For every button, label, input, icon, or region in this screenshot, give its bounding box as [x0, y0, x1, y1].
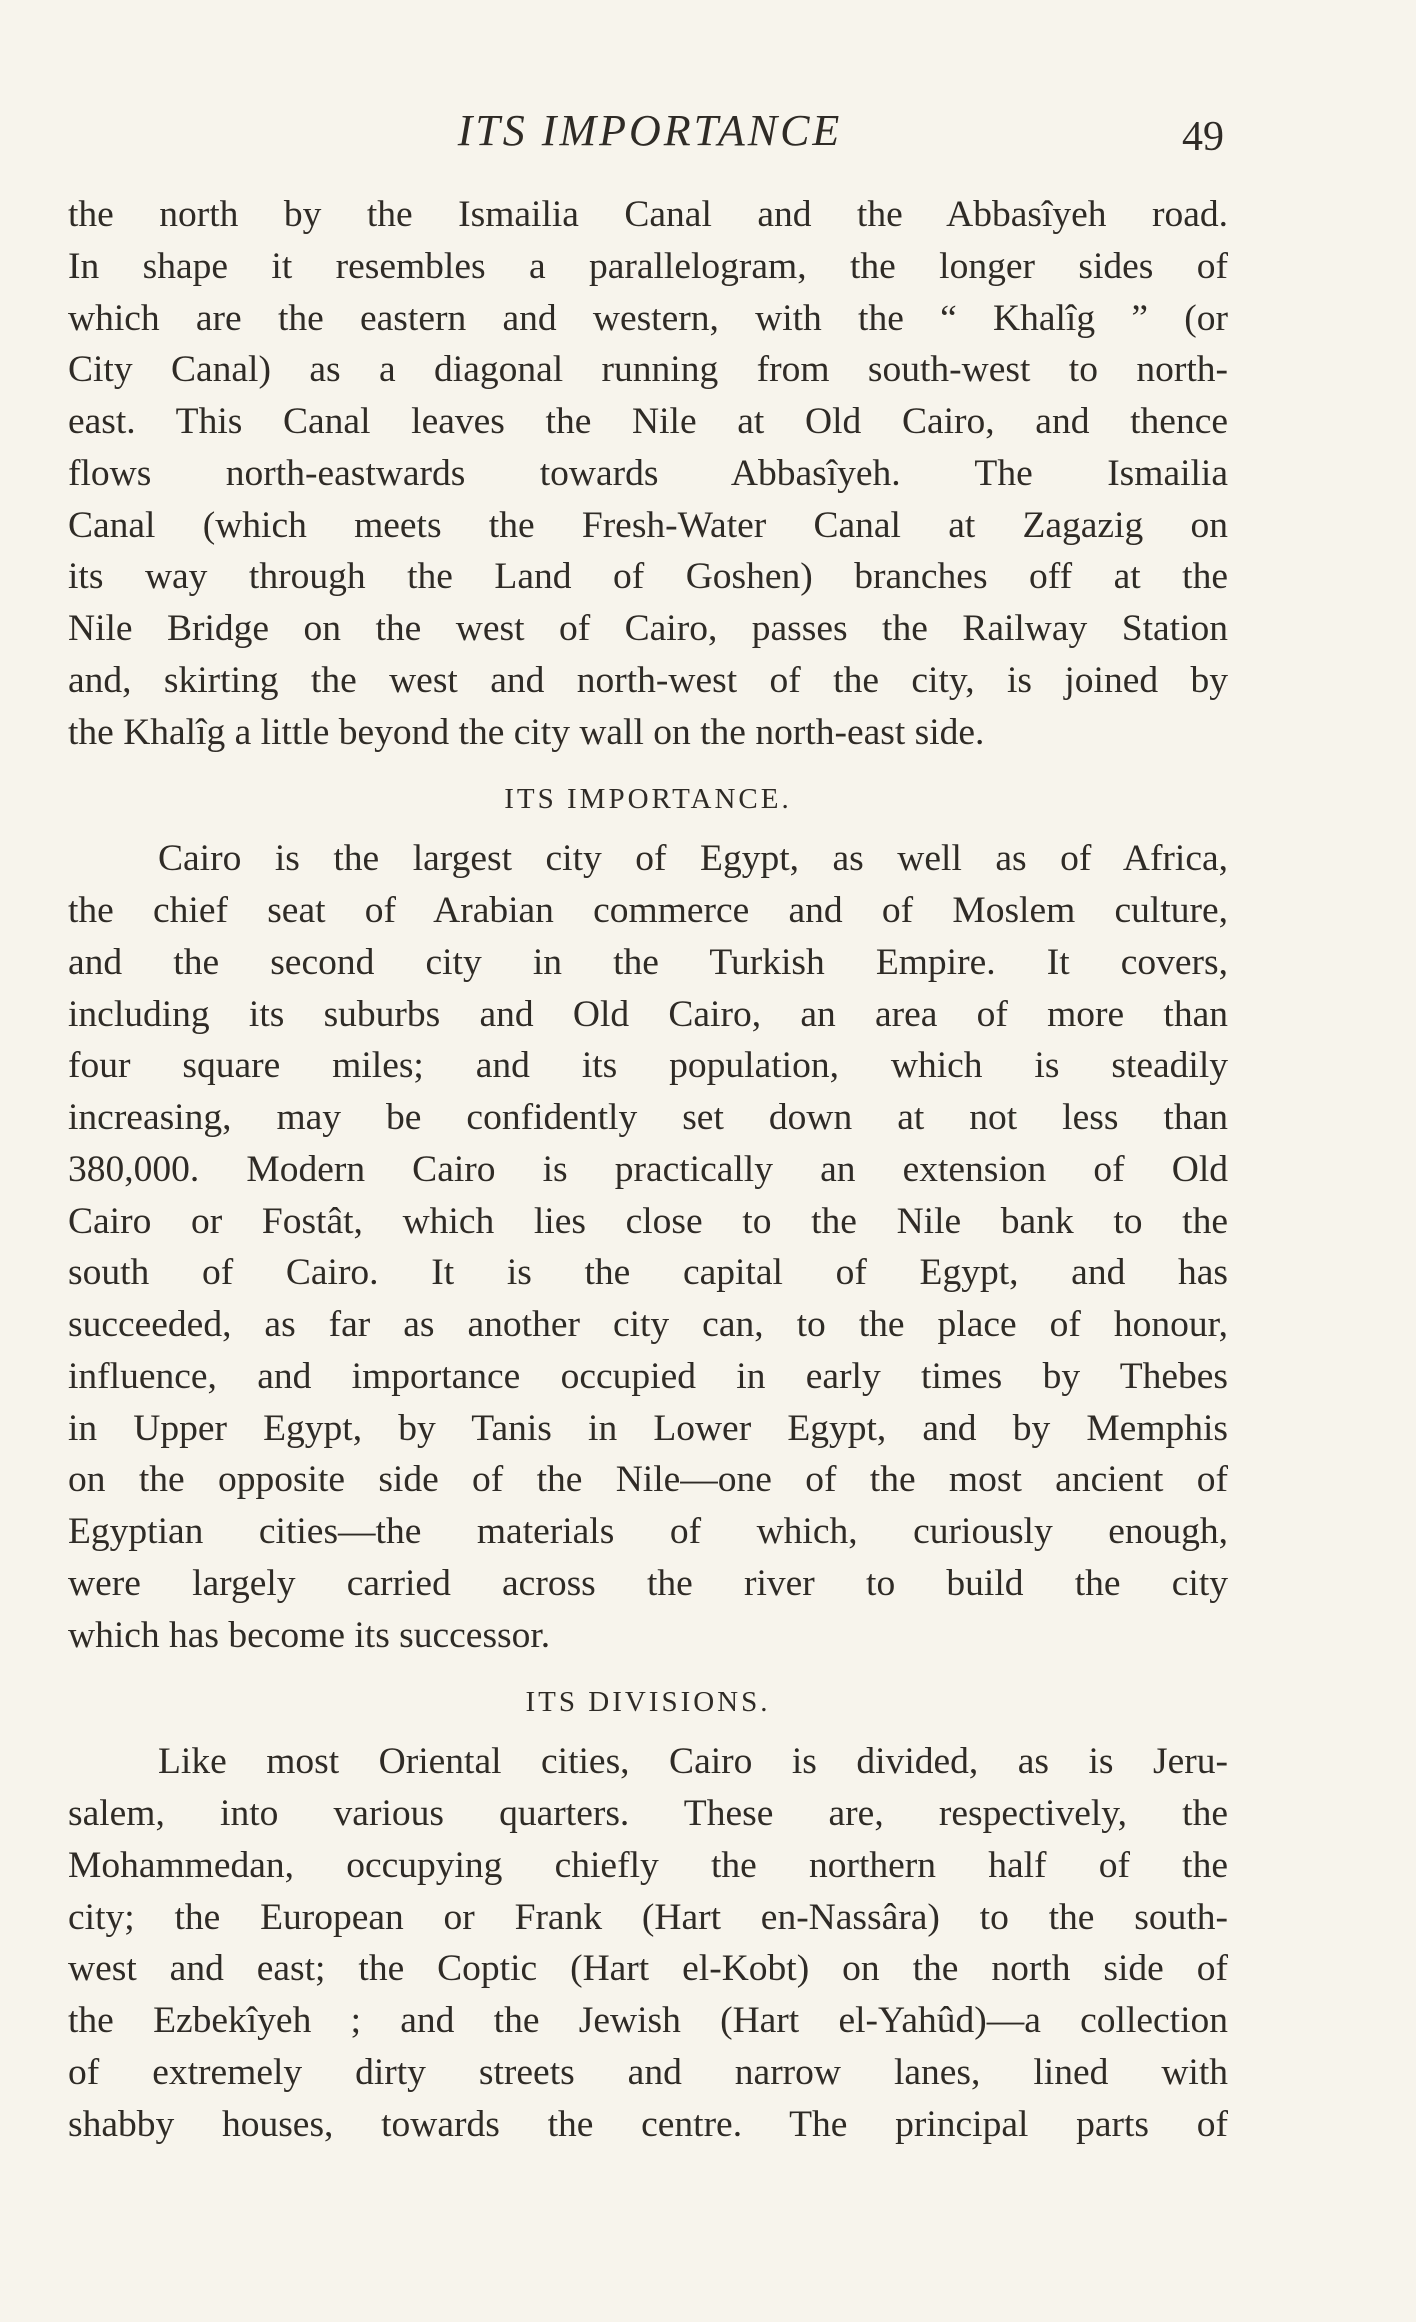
text-line: Like most Oriental cities, Cairo is divided, as is Jeru- — [158, 1741, 1228, 1783]
text-line: on the opposite side of the Nile—one of the most ancient of — [68, 1459, 1228, 1501]
text-line: In shape it resembles a parallelogram, the longer sides of — [68, 245, 1228, 287]
text-line: city; the European or Frank (Hart en-Nassâra) to the south- — [68, 1896, 1228, 1938]
text-line: of extremely dirty streets and narrow lanes, lined with — [68, 2051, 1228, 2093]
running-head — [0, 105, 1416, 175]
text-line: west and east; the Coptic (Hart el-Kobt) on the north side of — [68, 1948, 1228, 1990]
paragraph-north-canals — [68, 189, 1228, 758]
text-line: east. This Canal leaves the Nile at Old Cairo, and thence — [68, 401, 1228, 442]
text-line: 380,000. Modern Cairo is practically an extension of Old — [68, 1148, 1228, 1190]
text-line: Canal (which meets the Fresh-Water Canal at Zagazig on — [68, 504, 1228, 546]
text-line: influence, and importance occupied in early times by Thebes — [68, 1355, 1228, 1397]
text-line: the Ezbekîyeh ; and the Jewish (Hart el-Yahûd)—a collection — [68, 2000, 1228, 2041]
section-heading-divisions: ITS DIVISIONS. — [525, 1686, 771, 1719]
paragraph-importance — [68, 833, 1228, 1661]
text-line: Cairo or Fostât, which lies close to the Nile bank to the — [68, 1200, 1228, 1242]
text-line: salem, into various quarters. These are, respectively, the — [68, 1793, 1228, 1834]
text-line: Nile Bridge on the west of Cairo, passes the Railway Station — [68, 608, 1228, 649]
text-line: south of Cairo. It is the capital of Egypt, and has — [68, 1252, 1228, 1294]
text-line: were largely carried across the river to build the city — [68, 1562, 1228, 1604]
text-line: Cairo is the largest city of Egypt, as well as of Africa, — [158, 838, 1228, 880]
text-line: and, skirting the west and north-west of the city, is joined by — [68, 659, 1228, 701]
text-line: four square miles; and its population, which is steadily — [68, 1045, 1228, 1087]
body-text — [68, 189, 1228, 2150]
text-line: increasing, may be confidently set down at not less than — [68, 1097, 1228, 1138]
text-line: Egyptian cities—the materials of which, curiously enough, — [68, 1511, 1228, 1552]
text-line: City Canal) as a diagonal running from south-west to north- — [68, 349, 1228, 391]
text-line: and the second city in the Turkish Empire. It covers, — [68, 941, 1228, 983]
text-line: including its suburbs and Old Cairo, an area of more than — [68, 993, 1228, 1035]
section-heading-importance: ITS IMPORTANCE. — [504, 783, 792, 816]
text-line: shabby houses, towards the centre. The principal parts of — [68, 2103, 1228, 2145]
text-line: the Khalîg a little beyond the city wall on the north-east side. — [68, 711, 985, 753]
running-title: ITS IMPORTANCE — [457, 106, 843, 155]
paragraph-divisions — [68, 1736, 1228, 2150]
text-line: which has become its successor. — [68, 1614, 551, 1656]
text-line: the north by the Ismailia Canal and the Abbasîyeh road. — [68, 194, 1228, 235]
text-line: flows north-eastwards towards Abbasîyeh. The Ismailia — [68, 452, 1228, 494]
text-line: which are the eastern and western, with the “ Khalîg ” (or — [68, 297, 1228, 339]
page-number: 49 — [1182, 114, 1224, 160]
text-line: succeeded, as far as another city can, to the place of honour, — [68, 1304, 1228, 1345]
text-line: Mohammedan, occupying chiefly the northern half of the — [68, 1844, 1228, 1886]
text-line: the chief seat of Arabian commerce and of Moslem culture, — [68, 890, 1228, 931]
text-line: in Upper Egypt, by Tanis in Lower Egypt, and by Memphis — [68, 1407, 1228, 1449]
text-line: its way through the Land of Goshen) branches off at the — [68, 556, 1228, 598]
